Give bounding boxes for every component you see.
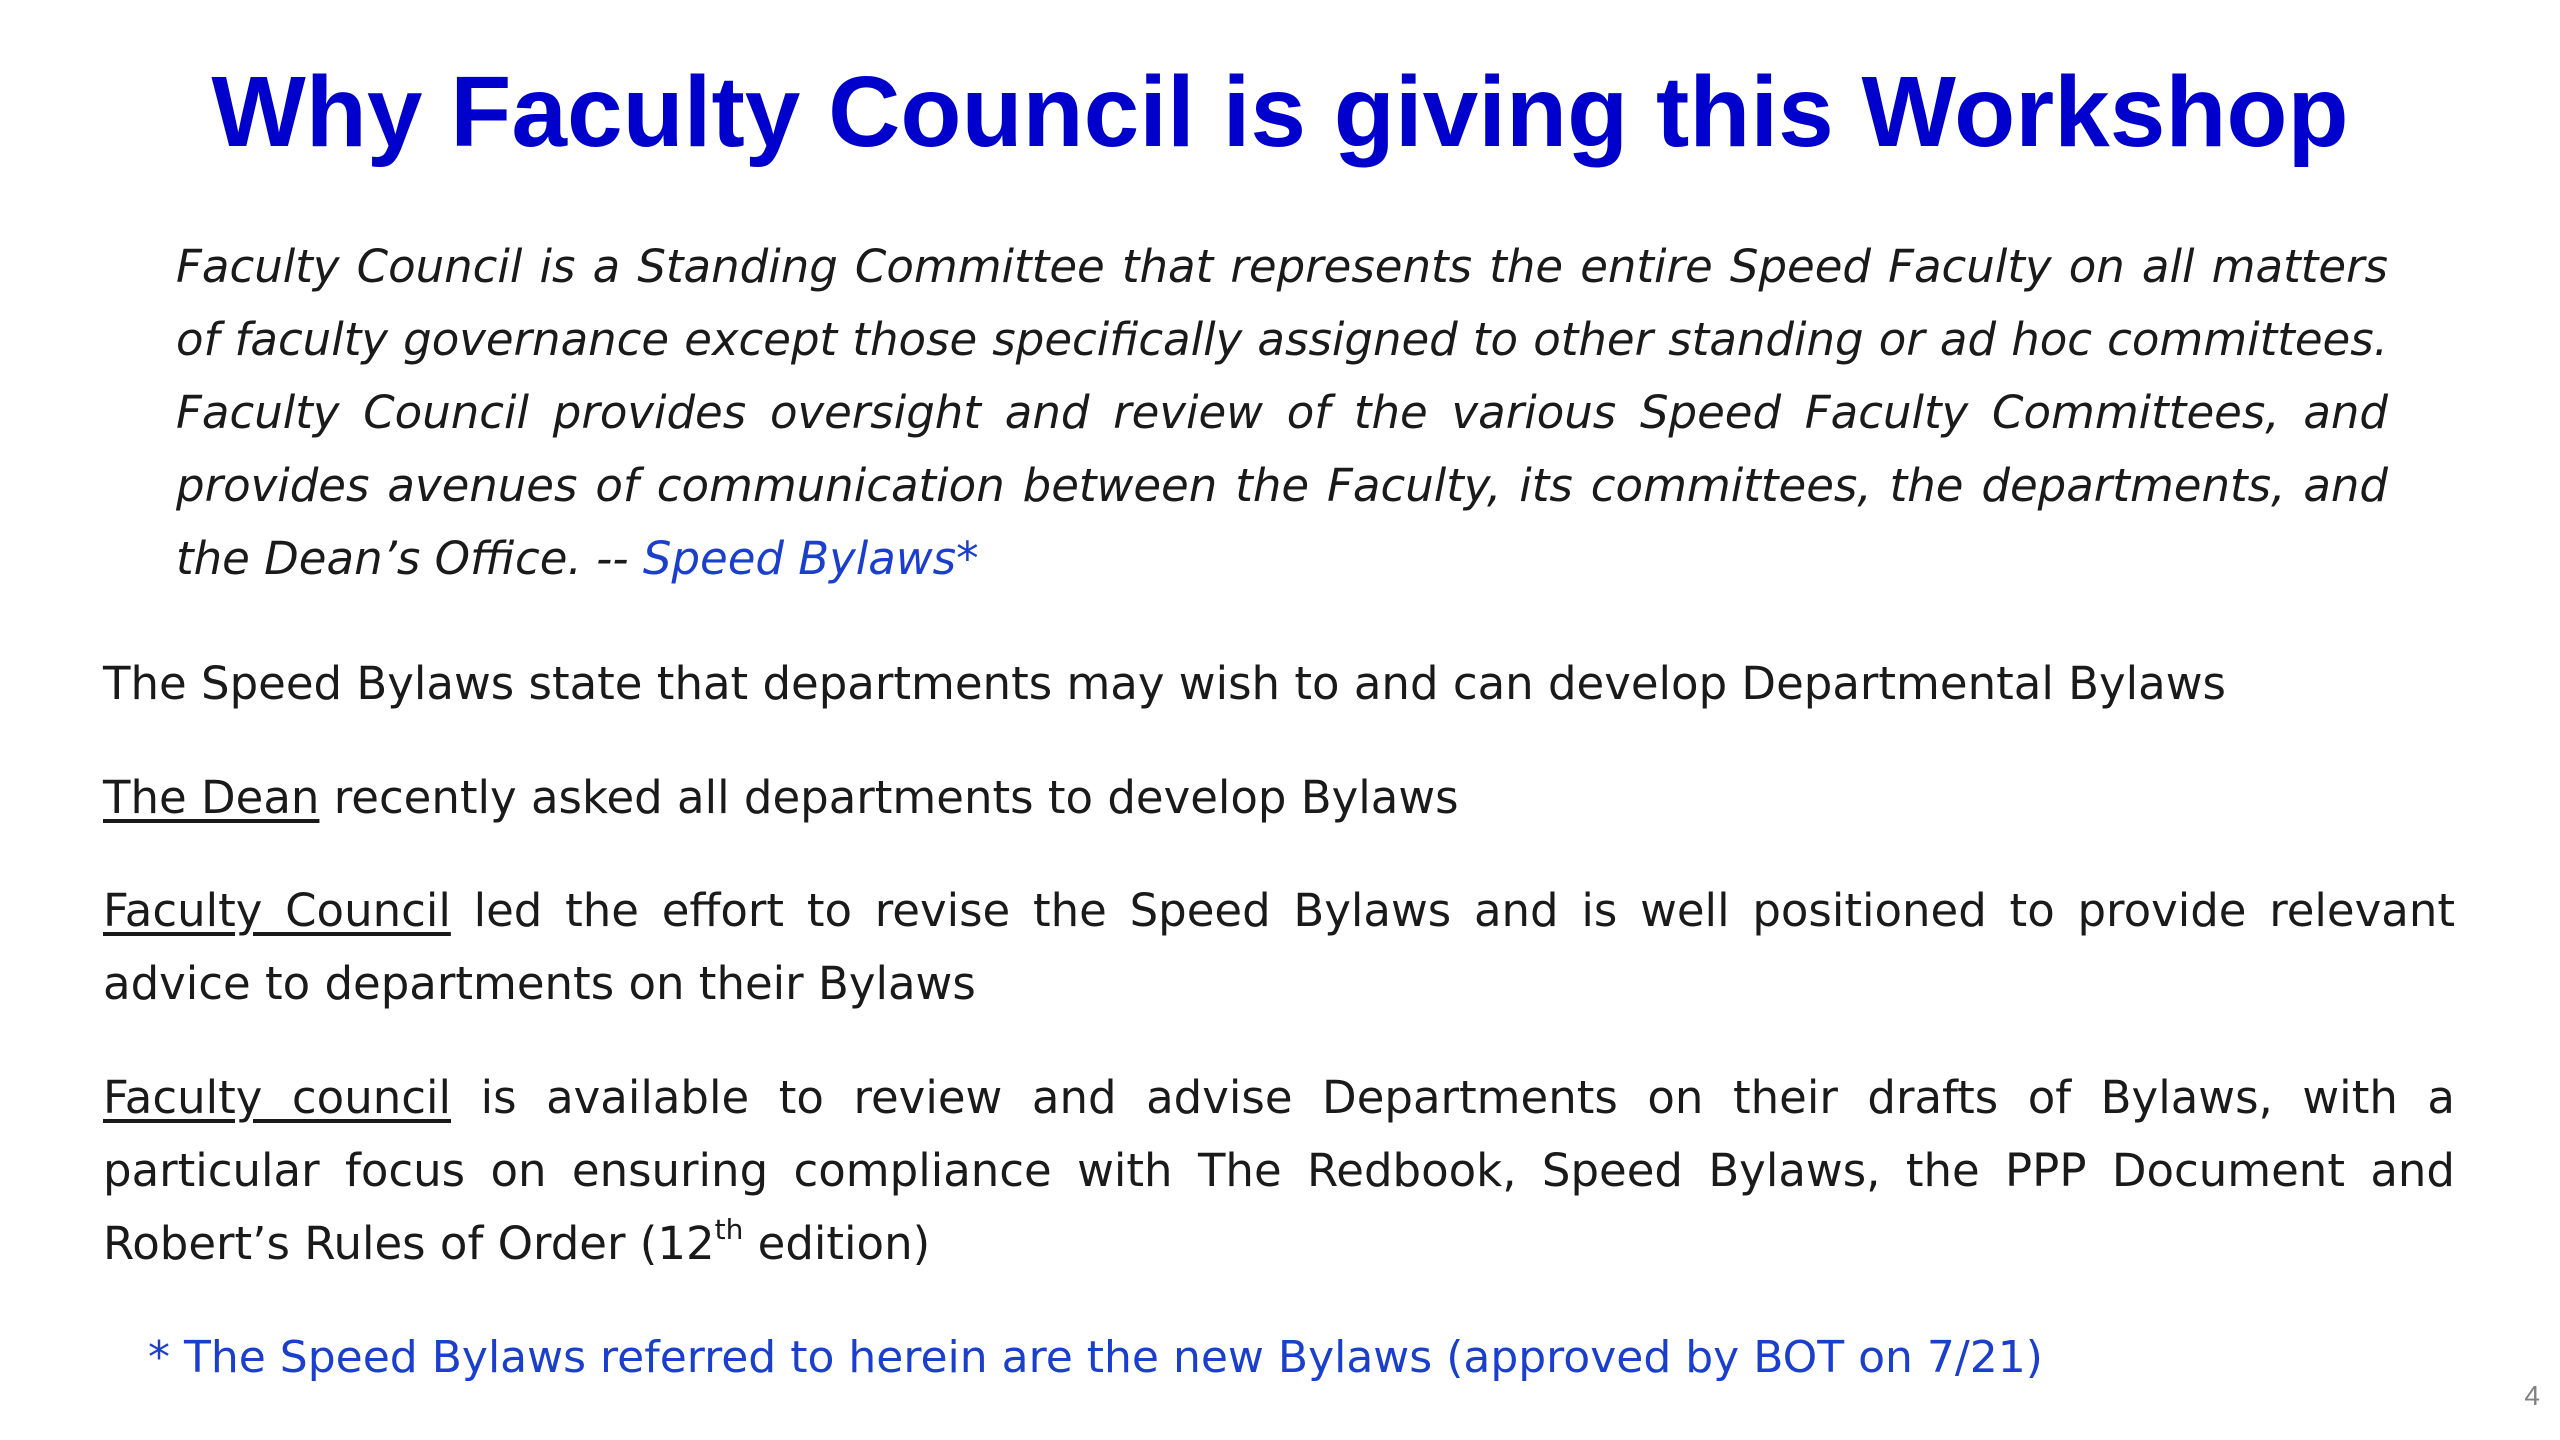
bylaws-quote <box>176 230 2388 595</box>
paragraph-dean-request <box>103 761 2455 834</box>
paragraph-review-end: edition) <box>743 1217 931 1270</box>
paragraph-dean-rest: recently asked all departments to develop Bylaws <box>319 771 1459 824</box>
slide-title: Why Faculty Council is giving this Workshop <box>211 56 2349 168</box>
paragraph-faculty-council-review <box>103 1061 2455 1280</box>
paragraph-council-lead: Faculty Council <box>103 884 451 937</box>
paragraph-dean-lead: The Dean <box>103 771 320 824</box>
quote-source: Speed Bylaws* <box>642 532 979 585</box>
paragraph-faculty-council-effort <box>103 874 2455 1020</box>
paragraph-bylaws-state: The Speed Bylaws state that departments may wish to and can develop Departmental Bylaws <box>103 657 2226 710</box>
footnote: * The Speed Bylaws referred to herein are the new Bylaws (approved by BOT on 7/21) <box>148 1332 2043 1383</box>
paragraph-review-rest: is available to review and advise Departments on their drafts of Bylaws, with a particular focus on ensuring compliance with The Redbook, Speed Bylaws, the PPP Document and Robert’s Rules of Order (12 <box>103 1071 2455 1270</box>
quote-dash: -- <box>581 532 643 585</box>
page-number: 4 <box>2524 1380 2540 1411</box>
quote-text: Faculty Council is a Standing Committee that represents the entire Speed Faculty on all matters of faculty governance except those specifically assigned to other standing or ad hoc committees. Faculty Council provides oversight and review of the various Speed Faculty Committees, and provides avenues of communication between the Faculty, its committees, the departments, and the Dean’s Office. <box>176 240 2388 585</box>
edition-superscript: th <box>714 1213 744 1246</box>
paragraph-review-lead: Faculty council <box>103 1071 451 1124</box>
paragraph-council-rest: led the effort to revise the Speed Bylaws and is well positioned to provide relevant advice to departments on their Bylaws <box>103 884 2455 1010</box>
